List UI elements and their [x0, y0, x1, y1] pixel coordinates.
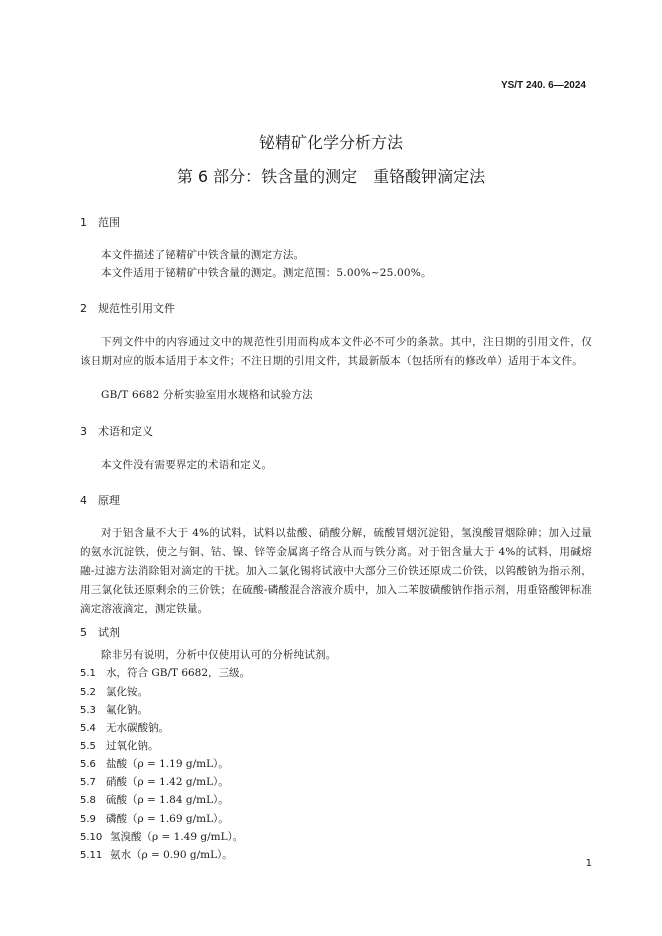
section-title: 规范性引用文件 — [98, 302, 175, 315]
terms-paragraph: 本文件没有需要界定的术语和定义。 — [101, 459, 273, 471]
reagent-text: 磷酸（ρ = 1.69 g/mL）。 — [106, 813, 229, 825]
reagent-text: 无水碳酸钠。 — [106, 722, 169, 734]
reagent-item — [80, 737, 159, 756]
reagent-text: 氢溴酸（ρ = 1.49 g/mL）。 — [110, 831, 244, 843]
reagent-item — [80, 701, 148, 720]
principle-paragraph: 对于铝含量不大于 4%的试料，试料以盐酸、硝酸分解，硫酸冒烟沉淀铅，氢溴酸冒烟除砷；加入过量的氨水沉淀铁，使之与铜、钴、镍、锌等金属离子络合从而与铁分离。对于铝含量大于 4%的试料，用碱熔融-过滤方法消除钼对滴定的干扰。加入二氯化锡将试液中大部分三价铁还原成二价铁，以钨酸钠为指示剂，用三氯化钛还原剩余的三价铁；在硫酸-磷酸混合溶液介质中，加入二苯胺磺酸钠作指示剂，用重铬酸钾标准滴定溶液滴定，测定铁量。 — [80, 527, 592, 615]
section-title: 术语和定义 — [98, 425, 153, 438]
page-number: 1 — [585, 858, 592, 869]
section-heading-references — [80, 300, 175, 316]
reagent-text: 氯化铵。 — [106, 686, 148, 698]
standard-code: YS/T 240. 6—2024 — [500, 80, 586, 91]
scope-paragraph-1: 本文件描述了铋精矿中铁含量的测定方法。 — [101, 249, 305, 261]
scope-paragraph-2: 本文件适用于铋精矿中铁含量的测定。测定范围：5.00%~25.00%。 — [101, 267, 432, 279]
reagent-item — [80, 810, 229, 829]
reagent-number: 5.9 — [80, 814, 96, 825]
section-number: 1 — [80, 216, 87, 229]
reagent-text: 水，符合 GB/T 6682，三级。 — [106, 667, 251, 679]
reagent-text: 盐酸（ρ = 1.19 g/mL）。 — [106, 758, 229, 770]
section-heading-principle — [80, 492, 120, 508]
reagent-item — [80, 791, 229, 810]
reagent-item — [80, 773, 229, 792]
section-number: 3 — [80, 425, 87, 438]
reagent-text: 硫酸（ρ = 1.84 g/mL）。 — [106, 794, 229, 806]
reagent-item — [80, 846, 233, 865]
section-number: 4 — [80, 494, 87, 507]
document-subtitle: 第 6 部分：铁含量的测定 重铬酸钾滴定法 — [176, 167, 486, 186]
reagent-number: 5.3 — [80, 705, 96, 716]
references-paragraph: 下列文件中的内容通过文中的规范性引用而构成本文件必不可少的条款。其中，注日期的引用文件，仅该日期对应的版本适用于本文件；不注日期的引用文件，其最新版本（包括所有的修改单）适用于本文件。 — [80, 336, 592, 367]
section-number: 5 — [80, 626, 87, 639]
reagent-number: 5.1 — [80, 668, 96, 679]
reagent-number: 5.4 — [80, 723, 96, 734]
reagent-item — [80, 664, 250, 683]
reagent-text: 氟化钠。 — [106, 704, 148, 716]
reagent-text: 氨水（ρ = 0.90 g/mL）。 — [110, 849, 233, 861]
reagent-number: 5.5 — [80, 741, 96, 752]
reagent-number: 5.10 — [80, 832, 103, 843]
reagent-number: 5.8 — [80, 795, 96, 806]
reagent-number: 5.7 — [80, 777, 96, 788]
section-title: 原理 — [98, 494, 120, 507]
section-heading-terms — [80, 423, 153, 439]
reagent-number: 5.2 — [80, 687, 96, 698]
reagent-item — [80, 755, 229, 774]
reagent-item — [80, 683, 148, 702]
section-heading-reagents — [80, 624, 120, 640]
section-title: 试剂 — [98, 626, 120, 639]
reference-gb-t-6682: GB/T 6682 分析实验室用水规格和试验方法 — [101, 389, 313, 401]
section-title: 范围 — [98, 216, 120, 229]
section-number: 2 — [80, 302, 87, 315]
reagent-number: 5.11 — [80, 850, 103, 861]
reagent-item — [80, 719, 169, 738]
reagents-intro: 除非另有说明，分析中仅使用认可的分析纯试剂。 — [101, 649, 337, 661]
reagent-number: 5.6 — [80, 759, 96, 770]
reagent-text: 过氧化钠。 — [106, 740, 159, 752]
document-title: 铋精矿化学分析方法 — [258, 133, 403, 152]
reagent-item — [80, 828, 243, 847]
reagent-text: 硝酸（ρ = 1.42 g/mL）。 — [106, 776, 229, 788]
section-heading-scope — [80, 214, 120, 230]
